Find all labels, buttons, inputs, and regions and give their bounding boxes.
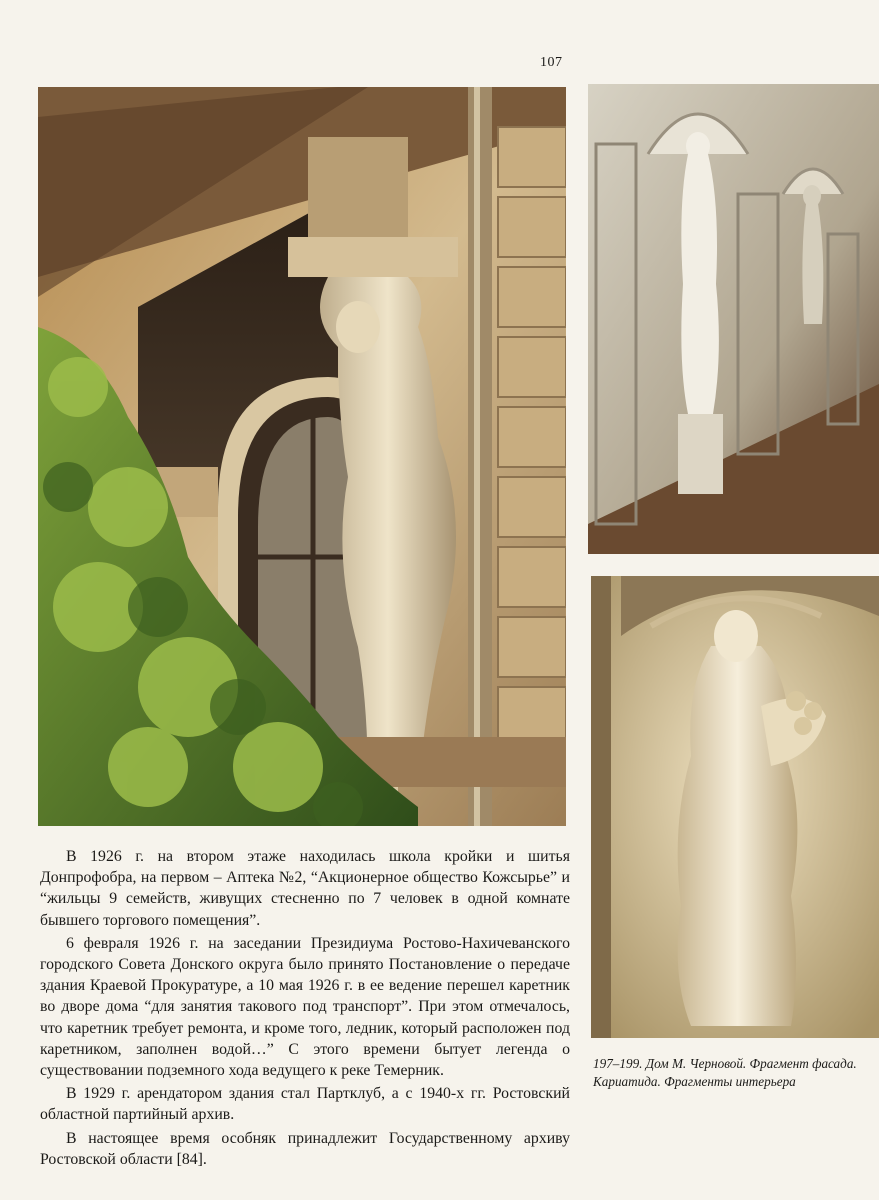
paragraph: В 1929 г. арендатором здания стал Партклуб, а с 1940-х гг. Ростовский областной партийный архив. [40,1085,570,1124]
paragraph: В настоящее время особняк принадлежит Государственному архиву Ростовской области [84]. [40,1129,570,1168]
paragraph: В 1926 г. на втором этаже находилась школа кройки и шитья Донпрофобра, на первом – Аптека №2, “Акционерное общество Кожсырье” и “жильцы 9 семейств, живущих стесненно по 7 человек в одной комнате бывшего торгового помещения”. [40,848,570,929]
paragraph: 6 февраля 1926 г. на заседании Президиума Ростово-Нахичеванского городского Совета Донского округа было принято Постановление о передаче здания Краевой Прокуратуре, а 10 мая 1926 г. в ее ведение перешел каретник во дворе дома “для занятия такового под транспорт”. При этом отмечалось, что каретник требует ремонта, и кроме того, ледник, который расположен под каретником, заполнен водой…” С этого времени бытует легенда о существовании подземного хода ведущего к реке Темерник. [40,934,570,1080]
caryatid-relief-photo [591,576,879,1038]
page-number: 107 [540,55,563,70]
body-text [40,846,570,1172]
interior-reliefs-photo [588,84,879,554]
figure-caption: 197–199. Дом М. Черновой. Фрагмент фасада. Кариатида. Фрагменты интерьера [593,1056,857,1089]
facade-caryatid-photo [38,87,566,826]
